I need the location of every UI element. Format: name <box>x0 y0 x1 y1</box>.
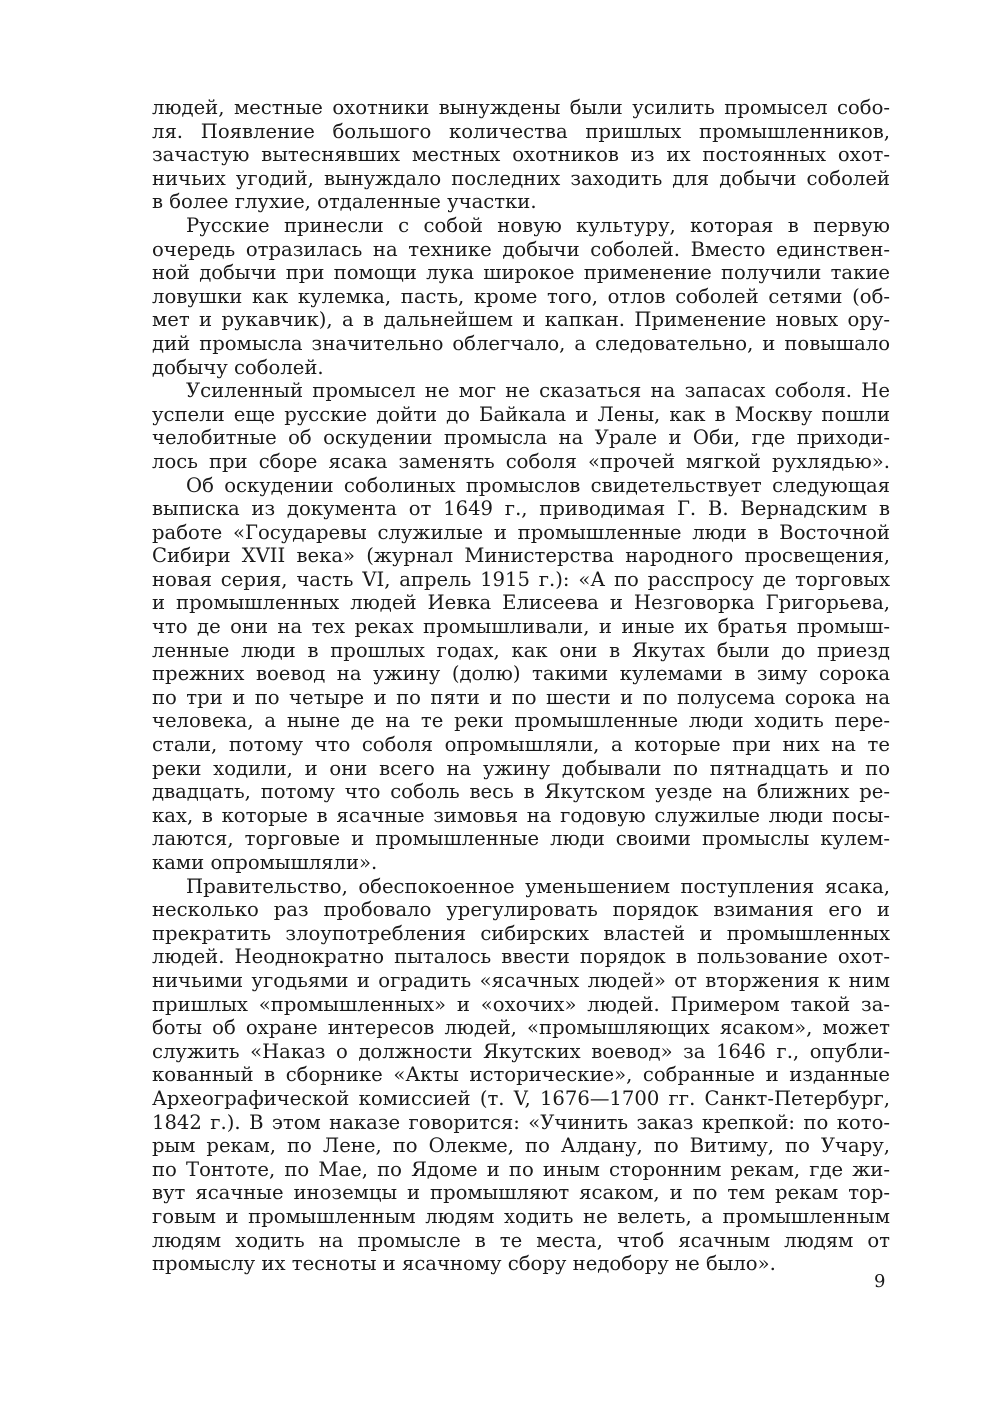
text-line: выписка из документа от 1649 г., приводимая Г. В. Вернадским в <box>152 497 890 521</box>
text-line: новая серия, часть VI, апрель 1915 г.): «А по расспросу де торговых <box>152 567 890 591</box>
paragraph-1 <box>152 96 890 214</box>
text-line: реки ходили, и они всего на ужину добывали по пятнадцать и по <box>152 756 890 780</box>
text-line: дий промысла значительно облегчало, а следовательно, и повышало <box>152 331 890 355</box>
text-line: вут ясачные иноземцы и промышляют ясаком, и по тем рекам тор- <box>152 1181 890 1205</box>
text-line: ля. Появление большого количества пришлых промышленников, <box>152 119 890 143</box>
text-line: по три и по четыре и по пяти и по шести и по полусема сорока на <box>152 685 890 709</box>
text-line: зачастую вытеснявших местных охотников из их постоянных охот- <box>152 143 890 167</box>
text-line: несколько раз пробовало урегулировать порядок взимания его и <box>152 898 890 922</box>
text-line: говым и промышленным людям ходить не велеть, а промышленным <box>152 1204 890 1228</box>
paragraph-2 <box>152 214 890 379</box>
text-line: Усиленный промысел не мог не сказаться на запасах соболя. Не <box>186 379 890 403</box>
text-line: Сибири XVII века» (журнал Министерства народного просвещения, <box>152 544 890 568</box>
text-line: лось при сборе ясака заменять соболя «прочей мягкой рухлядью». <box>152 449 890 473</box>
text-line: что де они на тех реках промышливали, и иные их братья промыш- <box>152 615 890 639</box>
text-line: 1842 г.). В этом наказе говорится: «Учинить заказ крепкой: по кото- <box>152 1110 890 1134</box>
text-line: добычу соболей. <box>152 355 324 379</box>
text-line: ничьими угодьями и оградить «ясачных людей» от вторжения к ним <box>152 968 890 992</box>
text-line: ловушки как кулемка, пасть, кроме того, отлов соболей сетями (об- <box>152 284 890 308</box>
text-line: рым рекам, по Лене, по Олекме, по Алдану, по Витиму, по Учару, <box>152 1134 890 1158</box>
text-line: людей, местные охотники вынуждены были усилить промысел собо- <box>152 96 890 119</box>
text-line: людям ходить на промысле в те места, чтоб ясачным людям от <box>152 1228 890 1252</box>
text-line: успели еще русские дойти до Байкала и Лены, как в Москву пошли <box>152 402 890 426</box>
text-line: ничьих угодий, вынуждало последних заходить для добычи соболей <box>152 166 890 190</box>
text-line: ной добычи при помощи лука широкое применение получили такие <box>152 261 890 285</box>
text-line: кованный в сборнике «Акты исторические», собранные и изданные <box>152 1063 890 1087</box>
text-line: ками опромышляли». <box>152 851 378 874</box>
text-line: лаются, торговые и промышленные люди своими промыслы кулем- <box>152 827 890 851</box>
text-line: людей. Неоднократно пыталось ввести порядок в пользование охот- <box>152 945 890 969</box>
text-line: ленные люди в прошлых годах, как они в Якутах были до приезд <box>152 638 890 662</box>
text-line: прекратить злоупотребления сибирских властей и промышленных <box>152 921 890 945</box>
text-line: ках, в которые в ясачные зимовья на годовую служилые люди посы- <box>152 803 890 827</box>
text-line: промыслу их тесноты и ясачному сбору недобору не было». <box>152 1252 776 1276</box>
text-line: Об оскудении соболиных промыслов свидетельствует следующая <box>186 473 890 497</box>
text-line: Правительство, обеспокоенное уменьшением поступления ясака, <box>186 874 890 898</box>
text-line: работе «Государевы служилые и промышленные люди в Восточной <box>152 520 890 544</box>
text-line: Русские принесли с собой новую культуру, которая в первую <box>186 213 890 237</box>
paragraph-4 <box>152 474 890 875</box>
document-page <box>152 96 890 1276</box>
text-line: по Тонтоте, по Мае, по Ядоме и по иным сторонним рекам, где жи- <box>152 1157 890 1181</box>
page-number: 9 <box>874 1271 886 1292</box>
paragraph-5 <box>152 875 890 1276</box>
text-line: и промышленных людей Иевка Елисеева и Незговорка Григорьева, <box>152 591 890 615</box>
paragraph-3 <box>152 379 890 473</box>
text-line: прежних воевод на ужину (долю) такими кулемами в зиму сорока <box>152 662 890 686</box>
text-line: двадцать, потому что соболь весь в Якутском уезде на ближних ре- <box>152 780 890 804</box>
text-line: человека, а нынe де на те реки промышленные люди ходить пере- <box>152 709 890 733</box>
text-line: в более глухие, отдаленные участки. <box>152 190 537 214</box>
text-line: Археографической комиссией (т. V, 1676—1700 гг. Санкт-Петербург, <box>152 1086 890 1110</box>
text-line: мет и рукавчик), а в дальнейшем и капкан. Применение новых ору- <box>152 308 890 332</box>
text-line: челобитные об оскудении промысла на Урале и Оби, где приходи- <box>152 426 890 450</box>
text-line: очередь отразилась на технике добычи соболей. Вместо единствен- <box>152 237 890 261</box>
text-line: боты об охране интересов людей, «промышляющих ясаком», может <box>152 1016 890 1040</box>
text-line: стали, потому что соболя опромышляли, а которые при них на те <box>152 733 890 757</box>
text-line: пришлых «промышленных» и «охочих» людей. Примером такой за- <box>152 992 890 1016</box>
text-line: служить «Наказ о должности Якутских воевод» за 1646 г., опубли- <box>152 1039 890 1063</box>
